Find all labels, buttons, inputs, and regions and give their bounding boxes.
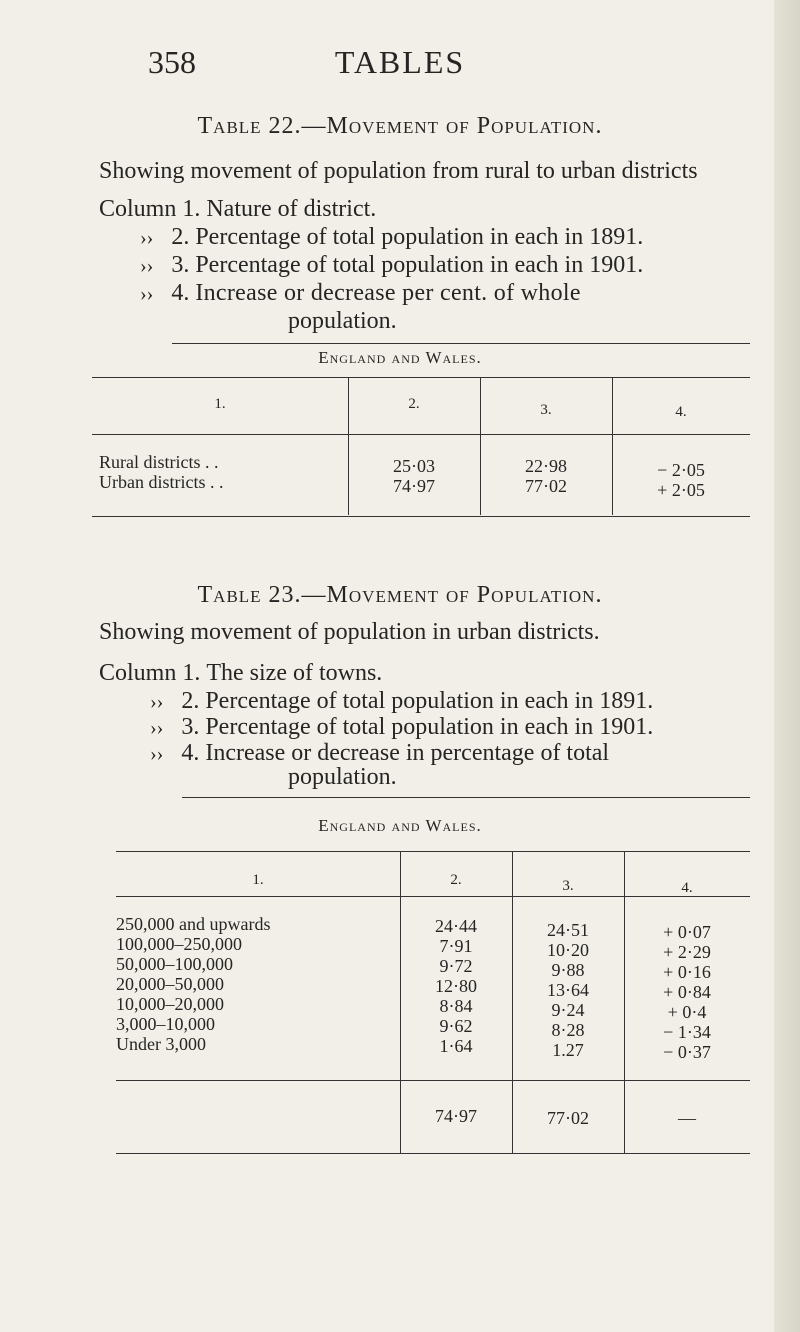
- table-22-title: Table 22.—Movement of Population.: [197, 113, 603, 139]
- table-23-column-4-desc-continuation: population.: [288, 764, 397, 790]
- table-23-subtitle: Showing movement of population in urban districts.: [99, 619, 600, 645]
- table-23-row-7-c3: 1.27: [552, 1040, 584, 1060]
- table-23-row-6-c3: 8·28: [551, 1020, 585, 1040]
- table-23-row-4-c2: 12·80: [435, 976, 477, 996]
- table-23-row-5-c2: 8·84: [439, 996, 473, 1016]
- table-23-row-4-c3: 13·64: [547, 980, 589, 1000]
- table-23-header-bottom-rule: [116, 896, 750, 897]
- table-23-total-rule: [116, 1080, 750, 1081]
- table-22-row-rural-label: Rural districts . .: [99, 452, 219, 472]
- table-23-header-2: 2.: [450, 872, 462, 888]
- table-23-column-1-desc: Column 1. The size of towns.: [99, 660, 383, 686]
- table-23-row-3-c4: + 0·16: [663, 962, 711, 982]
- table-22-subtitle: Showing movement of population from rural to urban districts: [99, 158, 698, 184]
- table-23-row-5-c4: + 0·4: [667, 1002, 707, 1022]
- table-23-row-3-c3: 9·88: [551, 960, 585, 980]
- table-22-column-3-desc: ›› 3. Percentage of total population in each in 1901.: [140, 252, 644, 278]
- table-22-row-urban-c4: + 2·05: [657, 480, 705, 500]
- table-23-row-2-c4: + 2·29: [663, 942, 711, 962]
- table-23-header-1: 1.: [252, 872, 264, 888]
- table-23-row-3-label: 50,000–100,000: [116, 954, 233, 974]
- table-22-row-urban-label: Urban districts . .: [99, 472, 224, 492]
- table-23-row-7-c4: − 0·37: [663, 1042, 711, 1062]
- table-23-top-rule: [182, 797, 750, 798]
- table-22-header-bottom-rule: [92, 434, 750, 435]
- table-22-row-urban-c2: 74·97: [393, 476, 435, 496]
- table-22-column-4-desc: ›› 4. Increase or decrease per cent. of whole: [140, 280, 581, 306]
- table-23-header-top-rule: [116, 851, 750, 852]
- table-23-row-1-c4: + 0·07: [663, 922, 711, 942]
- table-22-column-2-desc: ›› 2. Percentage of total population in each in 1891.: [140, 224, 644, 250]
- table-22-header-2: 2.: [408, 396, 420, 412]
- table-23-row-4-label: 20,000–50,000: [116, 974, 224, 994]
- table-23-row-6-c4: − 1·34: [663, 1022, 711, 1042]
- table-22-header-1: 1.: [214, 396, 226, 412]
- table-23-row-2-label: 100,000–250,000: [116, 934, 242, 954]
- table-23-row-2-c3: 10·20: [547, 940, 589, 960]
- table-23-column-3-desc: ›› 3. Percentage of total population in each in 1901.: [150, 714, 654, 740]
- table-23-row-1-c2: 24·44: [435, 916, 477, 936]
- table-23-total-c4: —: [678, 1108, 696, 1128]
- table-23-total-c2: 74·97: [435, 1106, 477, 1126]
- table-23-country: England and Wales.: [318, 816, 482, 835]
- table-22-row-urban-c3: 77·02: [525, 476, 567, 496]
- table-22-row-rural-c3: 22·98: [525, 456, 567, 476]
- table-22-country: England and Wales.: [318, 348, 482, 367]
- table-23-total-c3: 77·02: [547, 1108, 589, 1128]
- table-23-row-5-c3: 9·24: [551, 1000, 585, 1020]
- table-23-row-6-c2: 9·62: [439, 1016, 473, 1036]
- table-23-row-3-c2: 9·72: [439, 956, 473, 976]
- table-23-row-2-c2: 7·91: [439, 936, 473, 956]
- table-22-bottom-rule: [92, 516, 750, 517]
- page-edge-shadow: [774, 0, 800, 1332]
- table-23-row-7-label: Under 3,000: [116, 1034, 206, 1054]
- table-23-column-2-desc: ›› 2. Percentage of total population in each in 1891.: [150, 688, 654, 714]
- table-23-row-6-label: 3,000–10,000: [116, 1014, 215, 1034]
- table-23-column-4-desc: ›› 4. Increase or decrease in percentage of total: [150, 740, 610, 766]
- table-22-top-rule: [172, 343, 750, 344]
- table-23-row-5-label: 10,000–20,000: [116, 994, 224, 1014]
- table-23-row-4-c4: + 0·84: [663, 982, 711, 1002]
- table-23-header-4: 4.: [681, 880, 693, 896]
- table-23-row-1-label: 250,000 and upwards: [116, 914, 271, 934]
- table-22-header-3: 3.: [540, 402, 552, 418]
- table-22-column-1-desc: Column 1. Nature of district.: [99, 196, 377, 222]
- table-22-row-rural-c4: − 2·05: [657, 460, 705, 480]
- table-22-column-4-desc-continuation: population.: [288, 308, 397, 334]
- table-23-row-1-c3: 24·51: [547, 920, 589, 940]
- table-23-row-7-c2: 1·64: [439, 1036, 473, 1056]
- table-22-header-top-rule: [92, 377, 750, 378]
- table-23-bottom-rule: [116, 1153, 750, 1154]
- running-title: TABLES: [334, 44, 466, 80]
- table-22-header-4: 4.: [675, 404, 687, 420]
- table-23-header-3: 3.: [562, 878, 574, 894]
- table-23-title: Table 23.—Movement of Population.: [197, 582, 603, 608]
- table-22-row-rural-c2: 25·03: [393, 456, 435, 476]
- page-number: 358: [148, 44, 196, 80]
